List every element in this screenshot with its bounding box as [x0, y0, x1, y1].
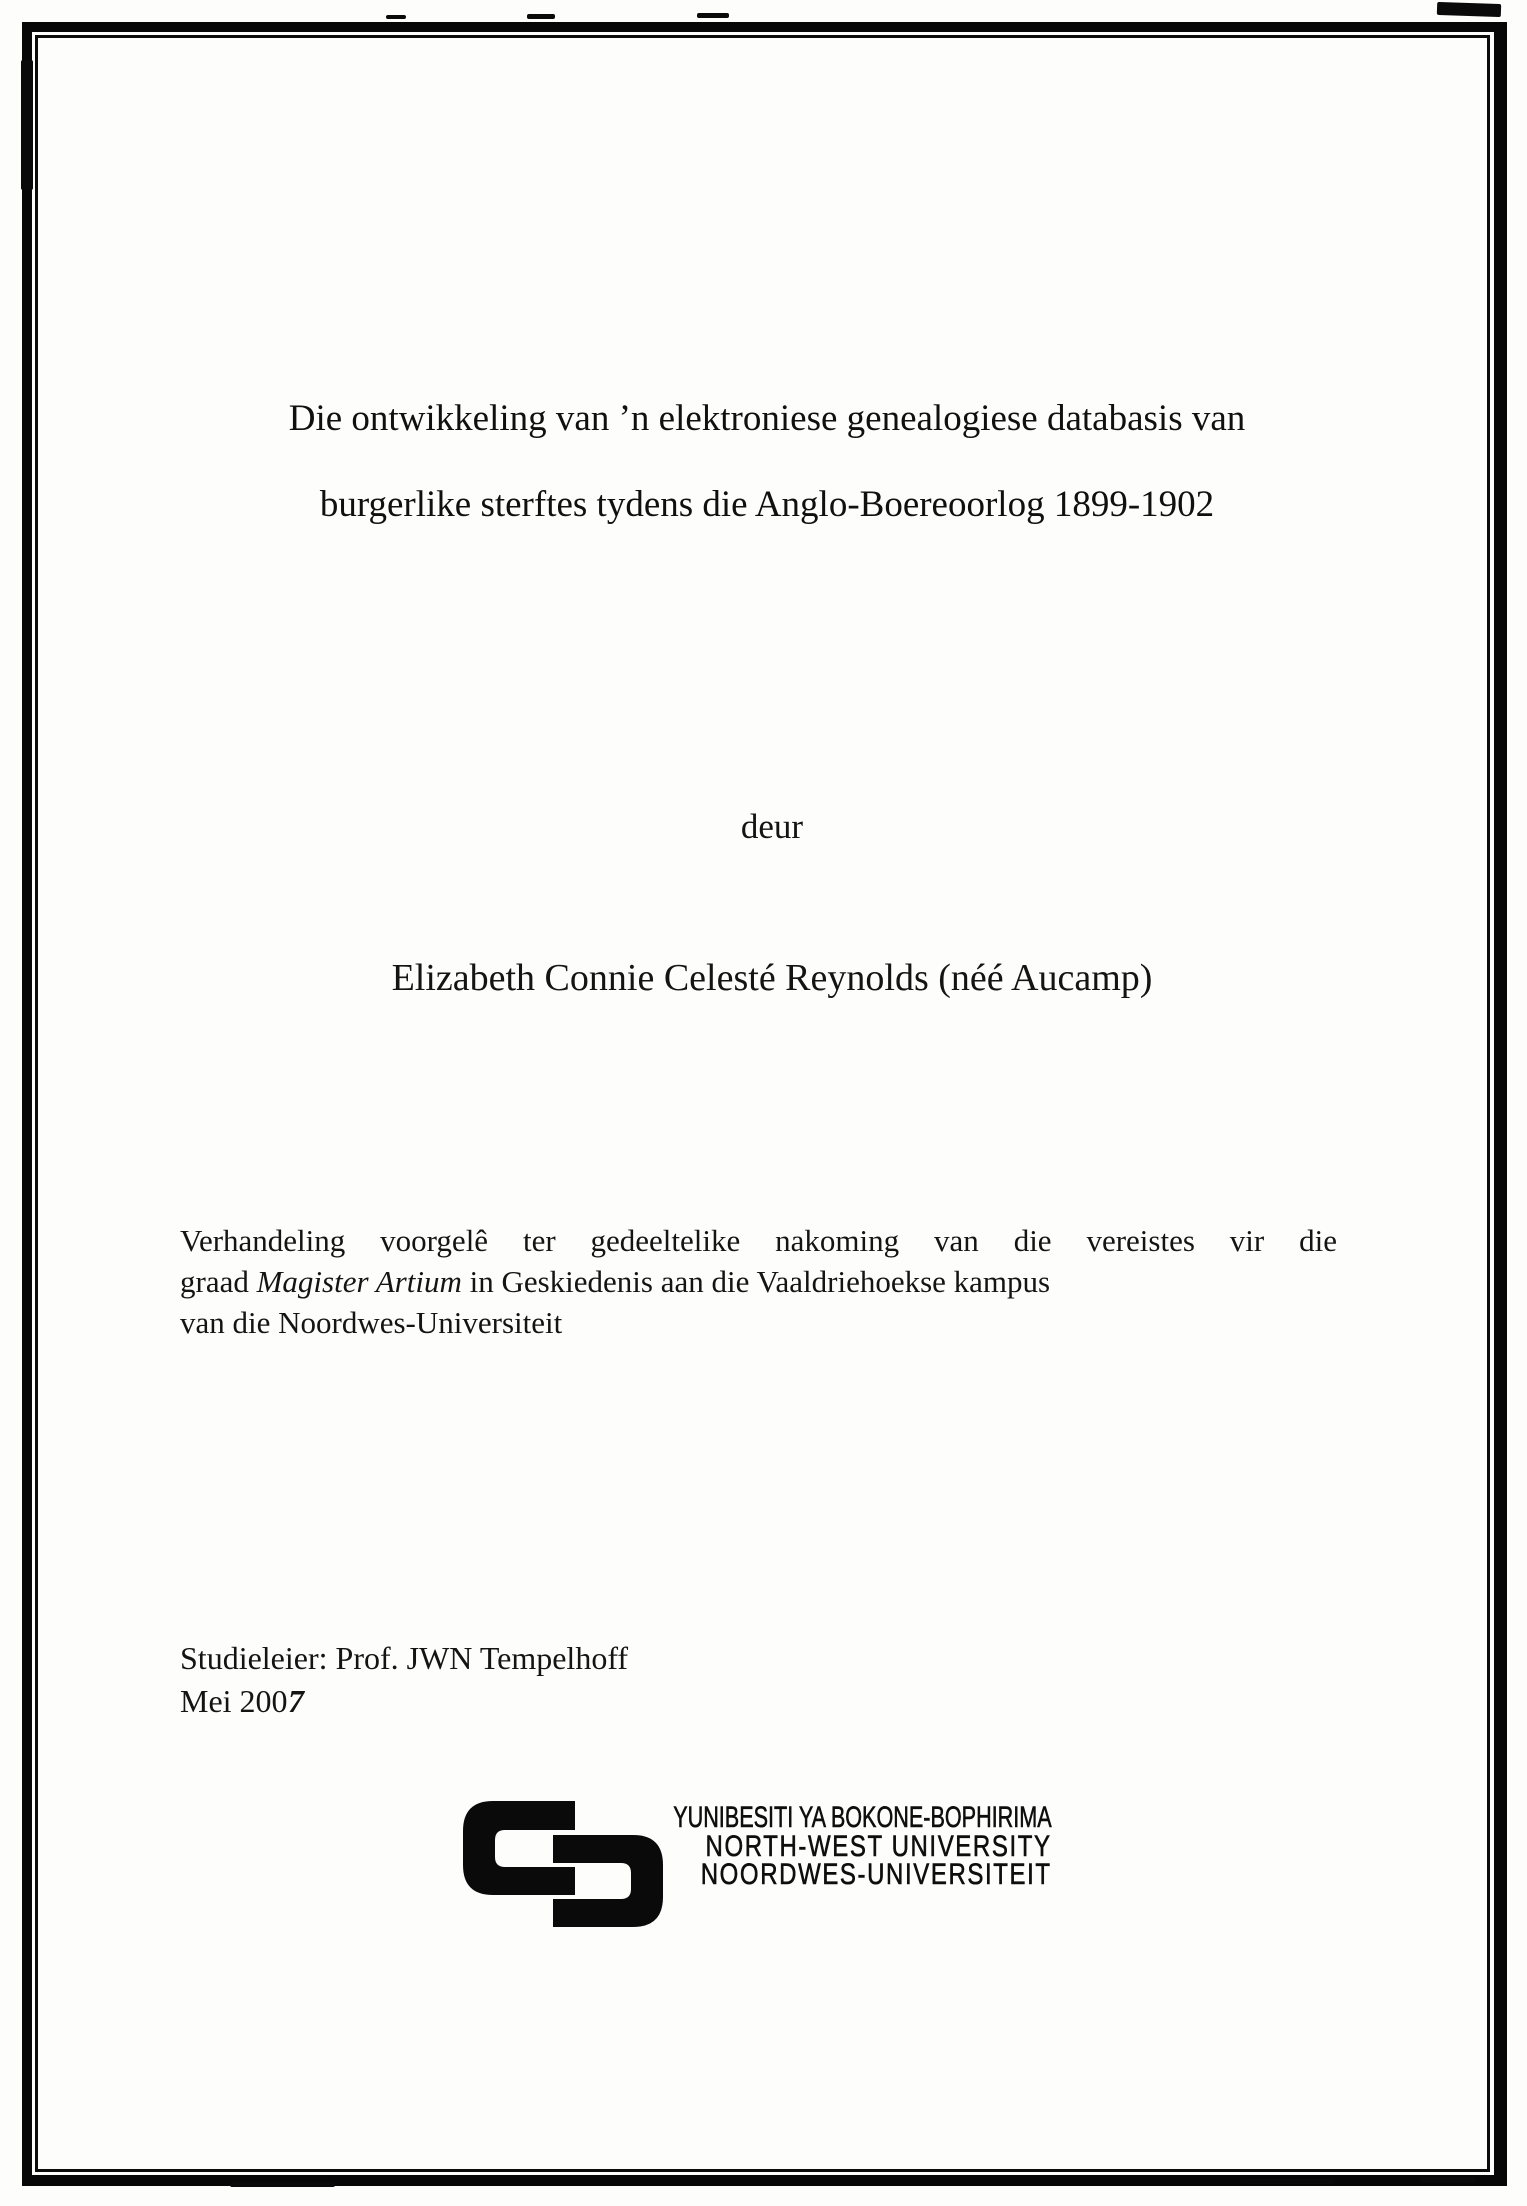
scan-artifact [1420, 2177, 1475, 2183]
declaration-line-2 [180, 1261, 1337, 1302]
declaration-line-2-prefix: graad [180, 1264, 257, 1299]
scan-artifact [230, 2182, 335, 2187]
supervisor-block [180, 1637, 1080, 1723]
scan-artifact [1437, 2, 1501, 17]
thesis-title [160, 397, 1374, 569]
declaration-line-1: Verhandeling voorgelê ter gedeeltelike nakoming van die vereistes vir die [180, 1223, 1337, 1258]
thesis-title-line-1: Die ontwikkeling van ’n elektroniese genealogiese databasis van [288, 398, 1246, 439]
supervisor-line: Studieleier: Prof. JWN Tempelhoff [180, 1640, 629, 1676]
logo-text-line-3: NOORDWES-UNIVERSITEIT [701, 1858, 1052, 1891]
thesis-title-line-2: burgerlike sterftes tydens die Anglo-Boereoorlog 1899-1902 [319, 484, 1215, 525]
scan-artifact [21, 60, 33, 190]
scan-artifact [697, 13, 729, 18]
byline-deur: deur [740, 807, 804, 846]
logo-text-line-1: YUNIBESITI YA BOKONE-BOPHIRIMA [673, 1801, 1052, 1834]
scan-artifact [1240, 2179, 1335, 2184]
date-line [180, 1680, 1080, 1723]
nwu-logo-mark [463, 1801, 663, 1927]
date-last-digit: 7 [284, 1683, 307, 1719]
logo-text-line-2: NORTH-WEST UNIVERSITY [705, 1830, 1052, 1863]
author-name: Elizabeth Connie Celesté Reynolds (néé Aucamp) [391, 957, 1153, 999]
declaration-line-2-suffix: in Geskiedenis aan die Vaaldriehoekse kampus [461, 1264, 1051, 1299]
date-prefix: Mei 200 [180, 1683, 288, 1719]
scan-artifact [527, 14, 555, 19]
declaration-line-3: van die Noordwes-Universiteit [180, 1305, 563, 1340]
scan-artifact [386, 15, 406, 19]
declaration-paragraph [180, 1220, 1337, 1343]
magister-artium-italic: Magister Artium [256, 1264, 462, 1299]
